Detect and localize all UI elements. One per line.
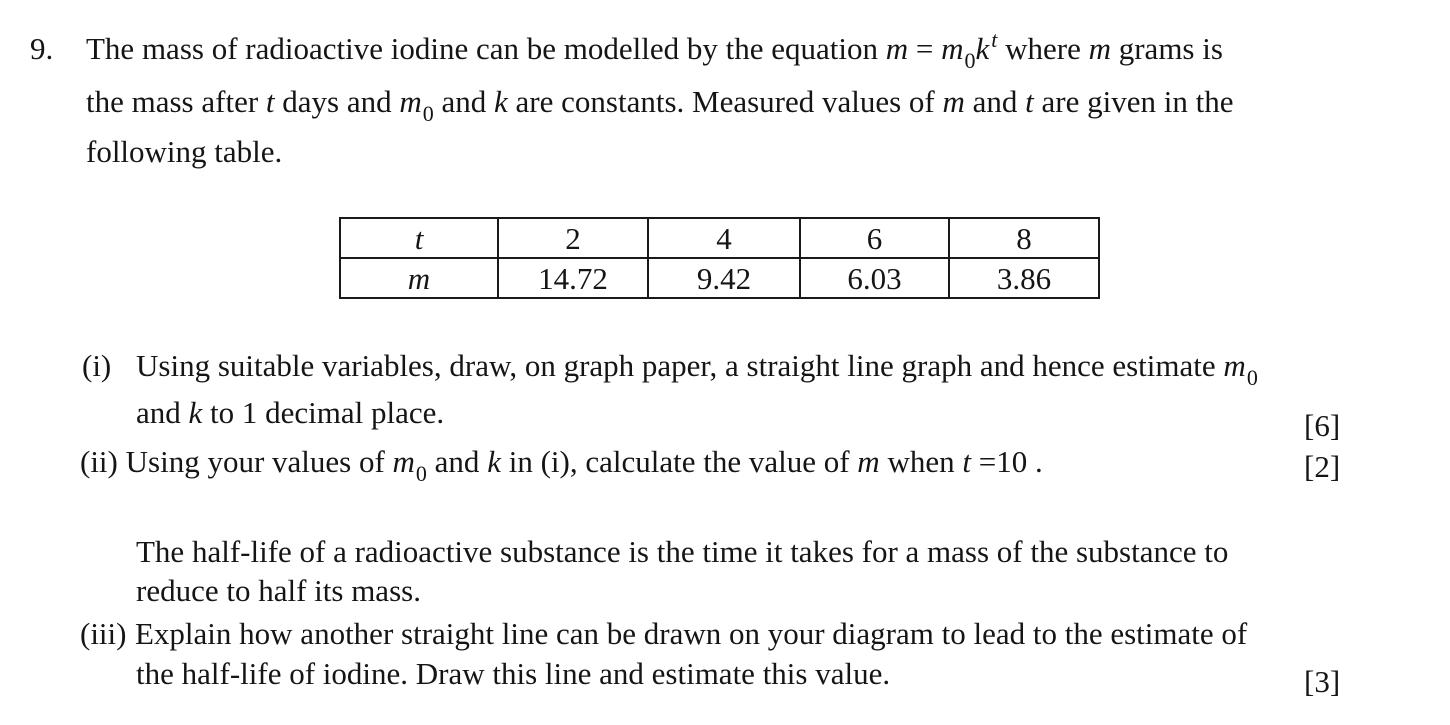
table-cell: 9.42 — [648, 258, 800, 298]
intro-line-1 — [86, 27, 1223, 73]
intro-line-3: following table. — [86, 134, 283, 169]
intro-text: and — [433, 84, 495, 119]
part-i-line-1 — [136, 348, 1258, 390]
equation-exponent-t: t — [991, 27, 998, 52]
m0-base: m — [392, 444, 415, 479]
part-ii-text: =10 . — [970, 444, 1043, 479]
table-cell: 2 — [498, 218, 648, 258]
intro-text: and — [964, 84, 1026, 119]
intro-text: are constants. Measured values of — [507, 84, 943, 119]
variable-t: t — [1025, 84, 1034, 119]
part-iii-prefix: (iii) — [80, 616, 127, 651]
m0-subscript: 0 — [422, 101, 434, 126]
table-cell: 3.86 — [949, 258, 1099, 298]
part-i-marks: [6] — [1304, 408, 1341, 443]
equation-equals: = — [908, 31, 942, 66]
variable-t: t — [962, 444, 971, 479]
table-cell: 14.72 — [498, 258, 648, 298]
table-cell: 4 — [648, 218, 800, 258]
intro-text: where — [997, 31, 1089, 66]
part-i-text: and — [136, 395, 189, 430]
half-life-line-1: The half-life of a radioactive substance is the time it takes for a mass of the substance to — [136, 534, 1229, 569]
intro-text: the mass after — [86, 84, 266, 119]
variable-t: t — [265, 84, 275, 119]
part-i-prefix: (i) — [82, 348, 112, 383]
m0-base: m — [399, 84, 422, 119]
part-ii-prefix: (ii) — [80, 444, 118, 479]
m0-subscript: 0 — [964, 48, 976, 73]
table-cell: 8 — [949, 218, 1099, 258]
intro-text: The mass of radioactive iodine can be modelled by the equation — [86, 31, 886, 66]
table-cell: 6.03 — [800, 258, 949, 298]
variable-m: m — [857, 444, 880, 479]
table-cell: 6 — [800, 218, 949, 258]
part-ii-text: when — [879, 444, 963, 479]
intro-text: are given in the — [1033, 84, 1234, 119]
data-table — [339, 217, 1100, 299]
part-iii-line-2: the half-life of iodine. Draw this line and estimate this value. — [136, 656, 891, 691]
variable-k: k — [494, 84, 508, 119]
variable-m0 — [399, 84, 434, 126]
table-row-t — [340, 218, 1099, 258]
intro-line-2 — [86, 84, 1234, 126]
part-i-text: to 1 decimal place. — [202, 395, 445, 430]
intro-text: grams is — [1110, 31, 1223, 66]
equation-m: m — [885, 31, 909, 66]
question-number: 9. — [30, 31, 54, 66]
part-i-text: Using suitable variables, draw, on graph paper, a straight line graph and hence estimate — [136, 348, 1224, 383]
m0-base: m — [1223, 348, 1246, 383]
equation-m0 — [941, 31, 976, 73]
intro-text: days and — [274, 84, 400, 119]
m0-subscript: 0 — [415, 461, 427, 486]
variable-m0 — [1223, 348, 1258, 390]
m0-base: m — [941, 31, 964, 66]
variable-m: m — [1088, 31, 1111, 66]
part-i-line-2 — [136, 397, 444, 428]
part-ii-marks: [2] — [1304, 449, 1341, 484]
part-iii-marks: [3] — [1304, 664, 1341, 699]
part-ii-text: in (i), calculate the value of — [500, 444, 858, 479]
variable-m0 — [392, 444, 427, 486]
table-row-m — [340, 258, 1099, 298]
part-iii-line-1: Explain how another straight line can be drawn on your diagram to lead to the estimate of — [135, 616, 1248, 651]
variable-m: m — [942, 84, 965, 119]
m0-subscript: 0 — [1246, 365, 1258, 390]
variable-k: k — [487, 444, 501, 479]
equation-k: k — [975, 31, 990, 66]
part-ii-line — [80, 444, 1043, 486]
part-ii-text: and — [426, 444, 488, 479]
table-row-label: m — [340, 258, 498, 298]
half-life-line-2: reduce to half its mass. — [136, 573, 421, 608]
variable-k: k — [188, 395, 203, 430]
table-row-label: t — [340, 218, 498, 258]
part-ii-text: Using your values of — [125, 444, 393, 479]
